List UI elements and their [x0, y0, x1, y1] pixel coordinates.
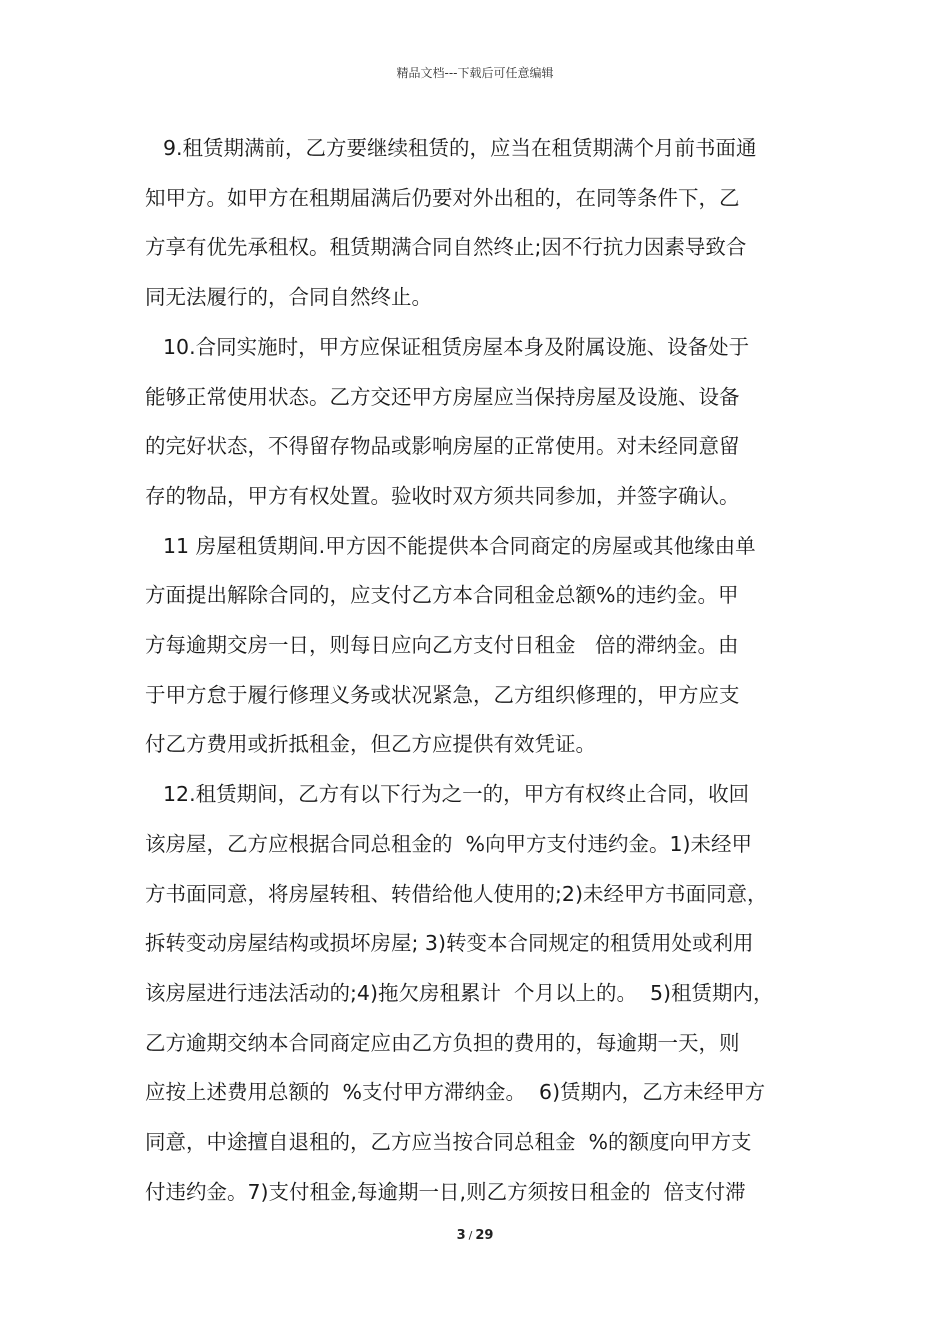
- total-pages: 29: [475, 1228, 494, 1243]
- text-line: 同无法履行的，合同自然终止。: [145, 285, 432, 310]
- text-line: 的完好状态，不得留存物品或影响房屋的正常使用。对未经同意留: [145, 434, 740, 459]
- text-line: 知甲方。如甲方在租期届满后仍要对外出租的，在同等条件下，乙: [145, 185, 740, 210]
- text-line: 能够正常使用状态。乙方交还甲方房屋应当保持房屋及设施、设备: [145, 384, 740, 409]
- clause-9: [145, 124, 825, 323]
- clause-12: [145, 770, 825, 1217]
- text-line: 同意，中途擅自退租的，乙方应当按合同总租金 %的额度向甲方支: [145, 1130, 752, 1155]
- text-line: 11 房屋租赁期间.甲方因不能提供本合同商定的房屋或其他缘由单: [163, 533, 756, 558]
- text-line: 于甲方怠于履行修理义务或状况紧急，乙方组织修理的，甲方应支: [145, 682, 740, 707]
- clause-10: [145, 323, 825, 522]
- text-line: 方每逾期交房一日，则每日应向乙方支付日租金 倍的滞纳金。由: [145, 633, 739, 658]
- text-line: 方书面同意，将房屋转租、转借给他人使用的;2)未经甲方书面同意，: [145, 881, 768, 906]
- page-separator: /: [468, 1229, 473, 1242]
- current-page: 3: [456, 1228, 466, 1243]
- text-line: 9.租赁期满前，乙方要继续租赁的，应当在租赁期满个月前书面通: [163, 136, 757, 160]
- text-line: 存的物品，甲方有权处置。验收时双方须共同参加，并签字确认。: [145, 483, 740, 508]
- clause-11: [145, 522, 825, 771]
- text-line: 应按上述费用总额的 %支付甲方滞纳金。 6)赁期内，乙方未经甲方: [145, 1080, 766, 1105]
- text-line: 付违约金。7)支付租金,每逾期一日,则乙方须按日租金的 倍支付滞: [145, 1179, 746, 1204]
- text-line: 拆转变动房屋结构或损坏房屋; 3)转变本合同规定的租赁用处或利用: [145, 931, 754, 956]
- text-line: 该房屋，乙方应根据合同总租金的 %向甲方支付违约金。1)未经甲: [145, 831, 753, 856]
- text-line: 10.合同实施时，甲方应保证租赁房屋本身及附属设施、设备处于: [163, 334, 750, 359]
- text-line: 方面提出解除合同的，应支付乙方本合同租金总额%的违约金。甲: [145, 583, 739, 608]
- document-header: 精品文档---下载后可任意编辑: [396, 66, 554, 80]
- page-number: [0, 1228, 950, 1243]
- text-line: 方享有优先承租权。租赁期满合同自然终止;因不行抗力因素导致合: [145, 235, 747, 260]
- text-line: 付乙方费用或折抵租金，但乙方应提供有效凭证。: [145, 732, 596, 757]
- document-body: [145, 124, 825, 1217]
- text-line: 12.租赁期间，乙方有以下行为之一的，甲方有权终止合同，收回: [163, 782, 750, 807]
- text-line: 乙方逾期交纳本合同商定应由乙方负担的费用的，每逾期一天，则: [145, 1030, 740, 1055]
- text-line: 该房屋进行违法活动的;4)拖欠房租累计 个月以上的。 5)租赁期内，: [145, 980, 774, 1005]
